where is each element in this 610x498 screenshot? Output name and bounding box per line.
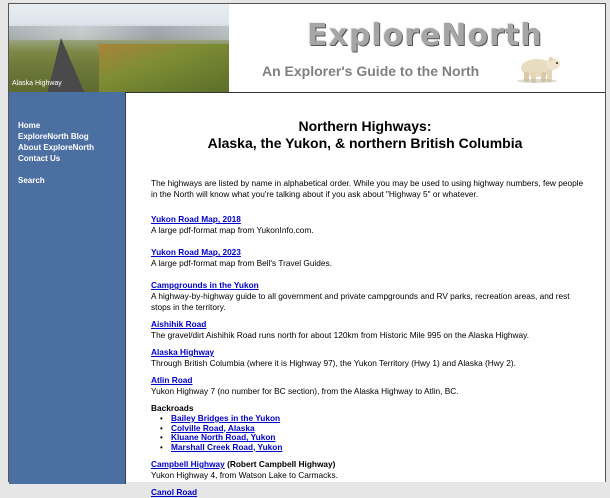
page-frame (8, 3, 606, 497)
list-item (151, 375, 591, 397)
sidebar-item-home[interactable]: Home (18, 121, 41, 130)
backroads-heading: Backroads (151, 403, 194, 413)
entry-description: Through British Columbia (where it is Highway 97), the Yukon Territory (Hwy 1) and Alaska (Hwy 2). (151, 358, 516, 368)
page-title-line1: Northern Highways: (298, 118, 432, 134)
colville-road-link[interactable]: Colville Road, Alaska (171, 422, 255, 433)
yukon-road-map-2023-link[interactable]: Yukon Road Map, 2023 (151, 247, 241, 257)
list-item (151, 347, 591, 369)
entry-description: A large pdf-format map from YukonInfo.com. (151, 225, 314, 235)
yukon-road-map-2018-link[interactable]: Yukon Road Map, 2018 (151, 214, 241, 224)
entry-description: The gravel/dirt Aishihik Road runs north for about 120km from Historic Mile 995 on the Alaska Highway. (151, 330, 529, 340)
sidebar (9, 92, 126, 484)
aishihik-road-link[interactable]: Aishihik Road (151, 319, 207, 329)
header-photo (9, 4, 229, 92)
campgrounds-link[interactable]: Campgrounds in the Yukon (151, 280, 259, 290)
entry-description: Yukon Highway 4, from Watson Lake to Carmacks. (151, 470, 338, 480)
sidebar-nav (9, 120, 125, 186)
page-title-line2: Alaska, the Yukon, & northern British Columbia (207, 135, 523, 151)
list-item (171, 443, 591, 453)
list-item (151, 319, 591, 341)
site-logo[interactable]: ExploreNorth (307, 18, 543, 53)
backroads-section (151, 403, 591, 452)
kluane-north-road-link[interactable]: Kluane North Road, Yukon (171, 432, 276, 442)
sidebar-item-about[interactable]: About ExploreNorth (18, 143, 94, 152)
campbell-highway-alt-name: (Robert Campbell Highway) (224, 459, 336, 469)
list-item (151, 247, 591, 269)
header (9, 4, 605, 92)
campbell-highway-link[interactable]: Campbell Highway (151, 459, 225, 469)
list-item (151, 459, 591, 481)
site-tagline: An Explorer's Guide to the North (262, 63, 480, 79)
bailey-bridges-link[interactable]: Bailey Bridges in the Yukon (171, 413, 281, 423)
entry-description: Yukon Highway 7 (no number for BC section), from the Alaska Highway to Atlin, BC. (151, 386, 459, 396)
backroads-list (151, 414, 591, 452)
canol-road-link[interactable]: Canol Road (151, 487, 198, 497)
page-title (125, 118, 605, 152)
polar-bear-icon (513, 52, 563, 84)
entry-description: A highway-by-highway guide to all government and private campgrounds and RV parks, recreation areas, and rest stops in the territory. (151, 291, 570, 312)
main-content (125, 92, 605, 497)
list-item (151, 280, 591, 313)
sidebar-item-search[interactable]: Search (18, 176, 45, 185)
entry-description: A large pdf-format map from Bell's Travel Guides. (151, 258, 332, 268)
alaska-highway-link[interactable]: Alaska Highway (151, 347, 215, 357)
list-item (151, 214, 591, 236)
photo-caption: Alaska Highway (12, 80, 62, 87)
intro-text: The highways are listed by name in alphabetical order. While you may be used to using highway numbers, few people in the North will know what you're talking about if you ask about "Highway 5" or whatever. (151, 178, 584, 199)
sidebar-item-blog[interactable]: ExploreNorth Blog (18, 132, 89, 141)
sidebar-item-contact[interactable]: Contact Us (18, 154, 61, 163)
atlin-road-link[interactable]: Atlin Road (151, 375, 193, 385)
marshall-creek-road-link[interactable]: Marshall Creek Road, Yukon (171, 441, 283, 452)
list-item (151, 487, 591, 498)
